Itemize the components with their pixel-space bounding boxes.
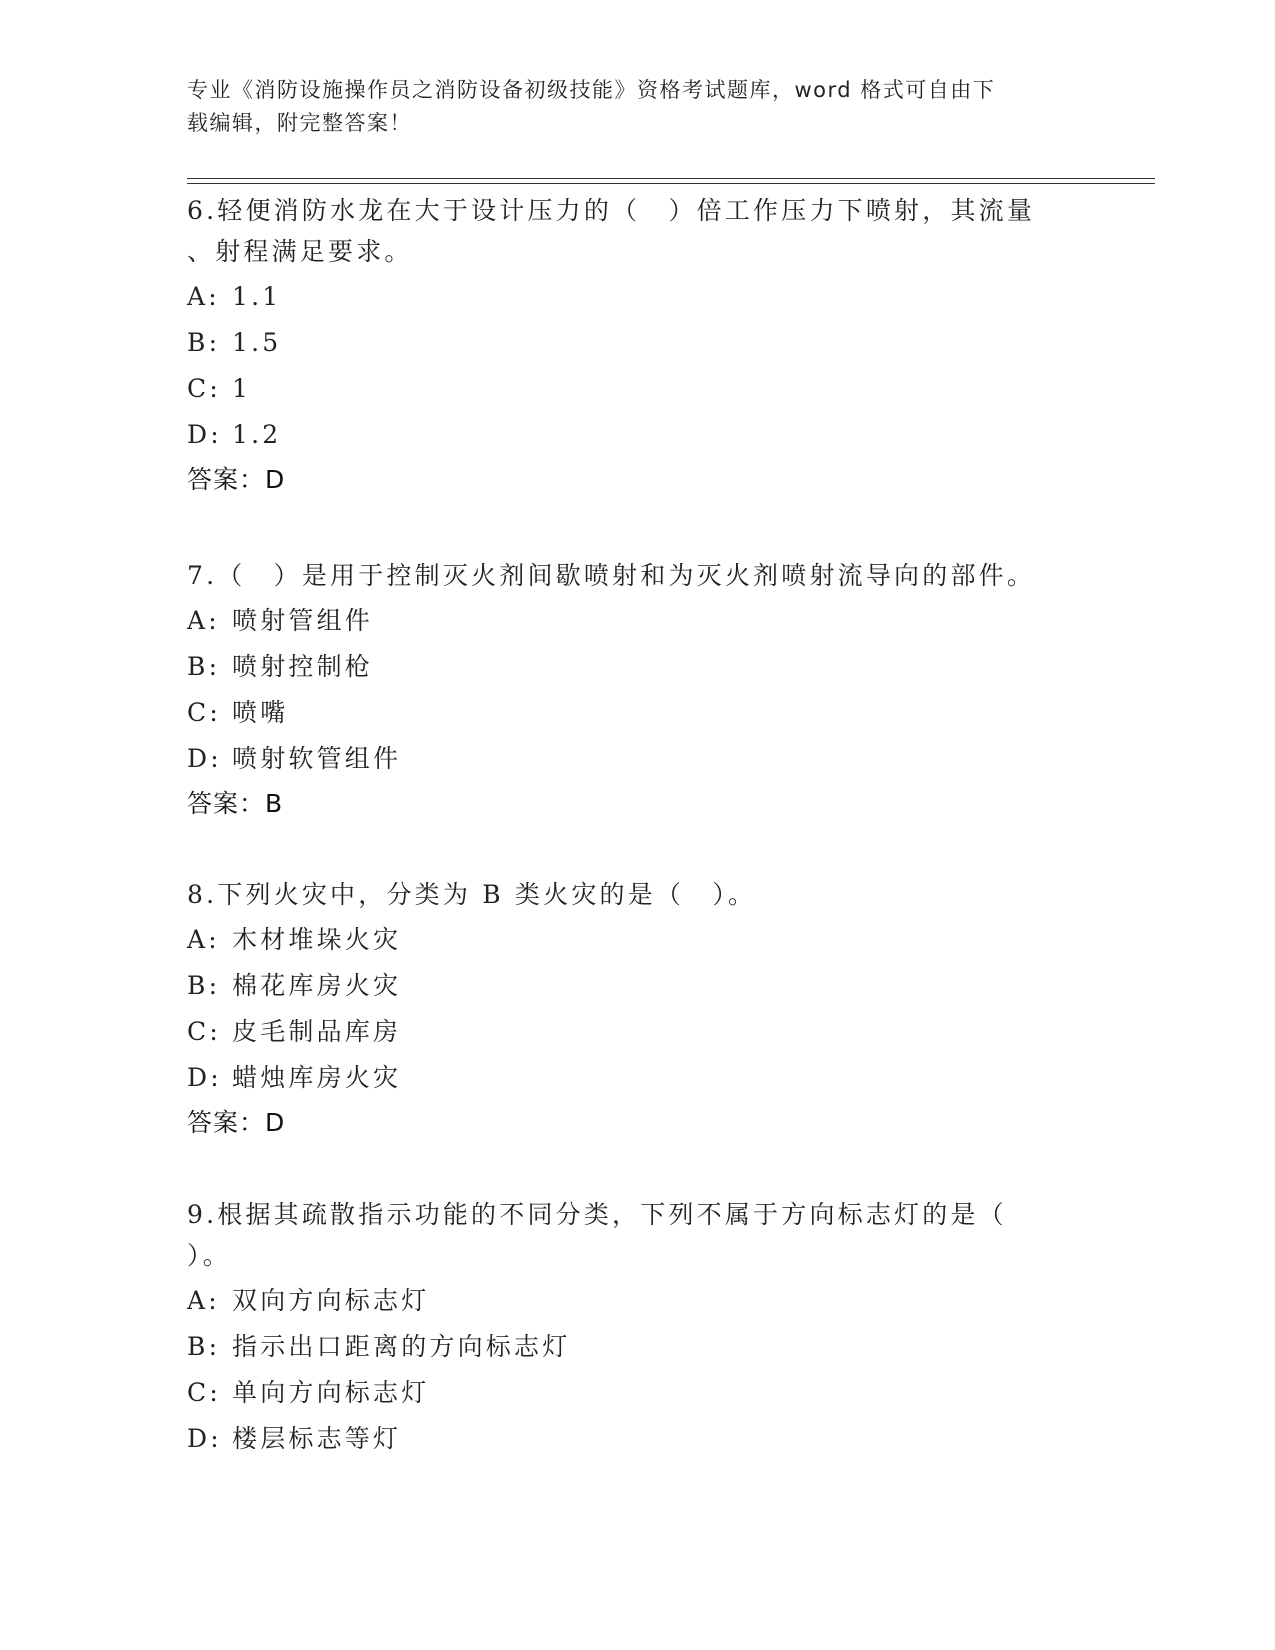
question-8 xyxy=(187,874,1087,1145)
option-a xyxy=(187,598,1087,644)
option-text: 棉花库房火灾 xyxy=(232,971,402,1000)
option-key: D: xyxy=(187,744,222,773)
question-stem xyxy=(187,555,1087,596)
option-text: 1.5 xyxy=(232,328,282,357)
option-key: D: xyxy=(187,420,222,449)
option-key: C: xyxy=(187,698,221,727)
question-stem xyxy=(187,190,1087,272)
question-stem xyxy=(187,1194,1087,1276)
option-c xyxy=(187,366,1087,412)
option-d xyxy=(187,736,1087,782)
option-text: 喷嘴 xyxy=(232,698,289,727)
header-line-2: 载编辑，附完整答案！ xyxy=(187,111,412,135)
question-stem-line-1: 8.下列火灾中，分类为 B 类火灾的是（ ）。 xyxy=(187,880,757,909)
option-text: 1 xyxy=(232,374,252,403)
option-a xyxy=(187,917,1087,963)
option-c xyxy=(187,1009,1087,1055)
option-c xyxy=(187,1370,1087,1416)
document-header xyxy=(187,74,1067,140)
option-text: 指示出口距离的方向标志灯 xyxy=(232,1332,571,1361)
question-9 xyxy=(187,1194,1087,1462)
option-key: C: xyxy=(187,1378,221,1407)
option-key: C: xyxy=(187,374,221,403)
option-key: B: xyxy=(187,328,221,357)
option-d xyxy=(187,412,1087,458)
option-key: C: xyxy=(187,1017,221,1046)
question-stem-line-1: 9.根据其疏散指示功能的不同分类，下列不属于方向标志灯的是（ xyxy=(187,1200,1007,1229)
option-key: A: xyxy=(187,606,220,635)
option-text: 楼层标志等灯 xyxy=(232,1424,402,1453)
header-divider-top xyxy=(187,178,1155,179)
option-d xyxy=(187,1055,1087,1101)
option-key: B: xyxy=(187,652,221,681)
option-b xyxy=(187,963,1087,1009)
option-a xyxy=(187,1278,1087,1324)
option-text: 皮毛制品库房 xyxy=(232,1017,402,1046)
question-7 xyxy=(187,555,1087,826)
header-line-1: 专业《消防设施操作员之消防设备初级技能》资格考试题库，word 格式可自由下 xyxy=(187,78,996,102)
option-text: 1.2 xyxy=(232,420,282,449)
option-c xyxy=(187,690,1087,736)
option-b xyxy=(187,644,1087,690)
question-stem xyxy=(187,874,1087,915)
answer-line: 答案：D xyxy=(187,465,286,494)
answer-line: 答案：D xyxy=(187,1108,286,1137)
question-stem-line-2: ）。 xyxy=(187,1241,231,1270)
option-b xyxy=(187,1324,1087,1370)
option-text: 喷射管组件 xyxy=(232,606,374,635)
option-key: B: xyxy=(187,1332,221,1361)
option-d xyxy=(187,1416,1087,1462)
option-key: B: xyxy=(187,971,221,1000)
option-text: 单向方向标志灯 xyxy=(232,1378,430,1407)
option-text: 喷射软管组件 xyxy=(232,744,402,773)
option-key: D: xyxy=(187,1063,222,1092)
question-stem-line-2: 、射程满足要求。 xyxy=(187,237,413,266)
header-divider-bottom xyxy=(187,183,1155,184)
option-key: A: xyxy=(187,925,220,954)
option-text: 木材堆垛火灾 xyxy=(232,925,402,954)
option-text: 蜡烛库房火灾 xyxy=(232,1063,402,1092)
option-b xyxy=(187,320,1087,366)
question-stem-line-1: 7.（ ）是用于控制灭火剂间歇喷射和为灭火剂喷射流导向的部件。 xyxy=(187,561,1036,590)
option-a xyxy=(187,274,1087,320)
question-6 xyxy=(187,190,1087,502)
option-text: 双向方向标志灯 xyxy=(232,1286,430,1315)
option-text: 喷射控制枪 xyxy=(232,652,374,681)
option-key: A: xyxy=(187,282,220,311)
option-key: A: xyxy=(187,1286,220,1315)
answer-line: 答案：B xyxy=(187,789,284,818)
question-stem-line-1: 6.轻便消防水龙在大于设计压力的（ ）倍工作压力下喷射，其流量 xyxy=(187,196,1036,225)
option-key: D: xyxy=(187,1424,222,1453)
option-text: 1.1 xyxy=(232,282,282,311)
